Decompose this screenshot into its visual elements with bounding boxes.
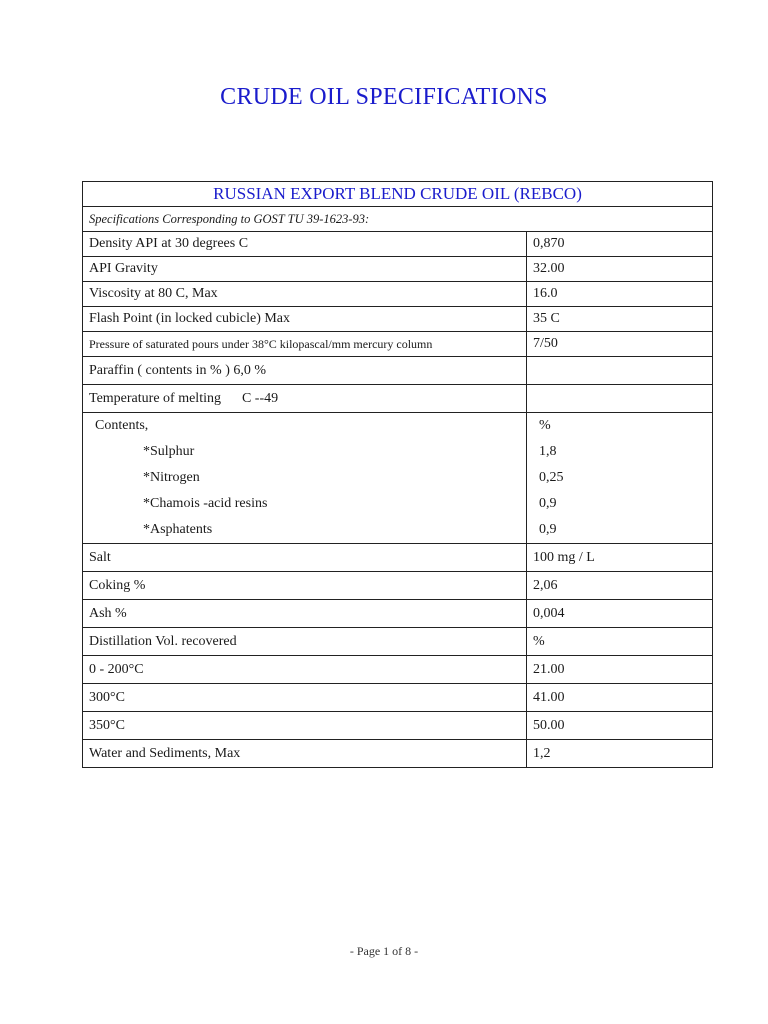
nitrogen-value: 0,25 xyxy=(539,470,564,485)
api-gravity-value: 32.00 xyxy=(527,257,713,282)
nitrogen-label: *Nitrogen xyxy=(143,470,200,485)
salt-value: 100 mg / L xyxy=(527,544,713,572)
specification-table xyxy=(82,181,713,768)
viscosity-value: 16.0 xyxy=(527,282,713,307)
paraffin-value xyxy=(527,357,713,385)
asphatents-value: 0,9 xyxy=(539,522,557,537)
coking-value: 2,06 xyxy=(527,572,713,600)
pressure-value: 7/50 xyxy=(527,332,713,357)
page-footer: - Page 1 of 8 - xyxy=(349,944,419,958)
asphatents-label: *Asphatents xyxy=(143,522,213,537)
distillation-350-value: 50.00 xyxy=(527,712,713,740)
table-row xyxy=(83,232,713,257)
coking-label: Coking % xyxy=(83,572,527,600)
chamois-acid-resins-label: *Chamois -acid resins xyxy=(143,496,268,511)
water-sediments-value: 1,2 xyxy=(527,740,713,768)
document-title: CRUDE OIL SPECIFICATIONS xyxy=(220,84,548,110)
table-row xyxy=(83,740,713,768)
table-row xyxy=(83,628,713,656)
spec-note: Specifications Corresponding to GOST TU 39-1623-93: xyxy=(83,207,713,232)
pressure-label: Pressure of saturated pours under 38°C kilopascal/mm mercury column xyxy=(83,332,527,357)
distillation-350-label: 350°C xyxy=(83,712,527,740)
table-row xyxy=(83,544,713,572)
table-row xyxy=(83,684,713,712)
viscosity-label: Viscosity at 80 C, Max xyxy=(83,282,527,307)
table-row xyxy=(83,307,713,332)
blend-title: RUSSIAN EXPORT BLEND CRUDE OIL (REBCO) xyxy=(83,182,713,207)
ash-value: 0,004 xyxy=(527,600,713,628)
flash-point-label: Flash Point (in locked cubicle) Max xyxy=(83,307,527,332)
contents-label: Contents, xyxy=(95,418,149,433)
ash-label: Ash % xyxy=(83,600,527,628)
api-gravity-label: API Gravity xyxy=(83,257,527,282)
table-row xyxy=(83,357,713,385)
salt-label: Salt xyxy=(83,544,527,572)
table-header-row xyxy=(83,182,713,207)
table-row xyxy=(83,282,713,307)
paraffin-label: Paraffin ( contents in % ) 6,0 % xyxy=(83,357,527,385)
contents-row xyxy=(83,413,713,544)
distillation-label: Distillation Vol. recovered xyxy=(83,628,527,656)
distillation-200-label: 0 - 200°C xyxy=(83,656,527,684)
table-row xyxy=(83,332,713,357)
table-row xyxy=(83,712,713,740)
distillation-300-label: 300°C xyxy=(83,684,527,712)
density-label: Density API at 30 degrees C xyxy=(83,232,527,257)
water-sediments-label: Water and Sediments, Max xyxy=(83,740,527,768)
density-value: 0,870 xyxy=(527,232,713,257)
table-row xyxy=(83,257,713,282)
table-row xyxy=(83,385,713,413)
contents-values xyxy=(527,413,713,544)
table-row xyxy=(83,600,713,628)
melting-value xyxy=(527,385,713,413)
sulphur-label: *Sulphur xyxy=(143,444,195,459)
sulphur-value: 1,8 xyxy=(539,444,557,459)
table-row xyxy=(83,572,713,600)
distillation-200-value: 21.00 xyxy=(527,656,713,684)
contents-unit: % xyxy=(539,418,551,433)
spec-note-row xyxy=(83,207,713,232)
table-row xyxy=(83,656,713,684)
contents-labels xyxy=(83,413,527,544)
flash-point-value: 35 C xyxy=(527,307,713,332)
distillation-value: % xyxy=(527,628,713,656)
melting-label: Temperature of melting C --49 xyxy=(83,385,527,413)
distillation-300-value: 41.00 xyxy=(527,684,713,712)
chamois-acid-resins-value: 0,9 xyxy=(539,496,557,511)
